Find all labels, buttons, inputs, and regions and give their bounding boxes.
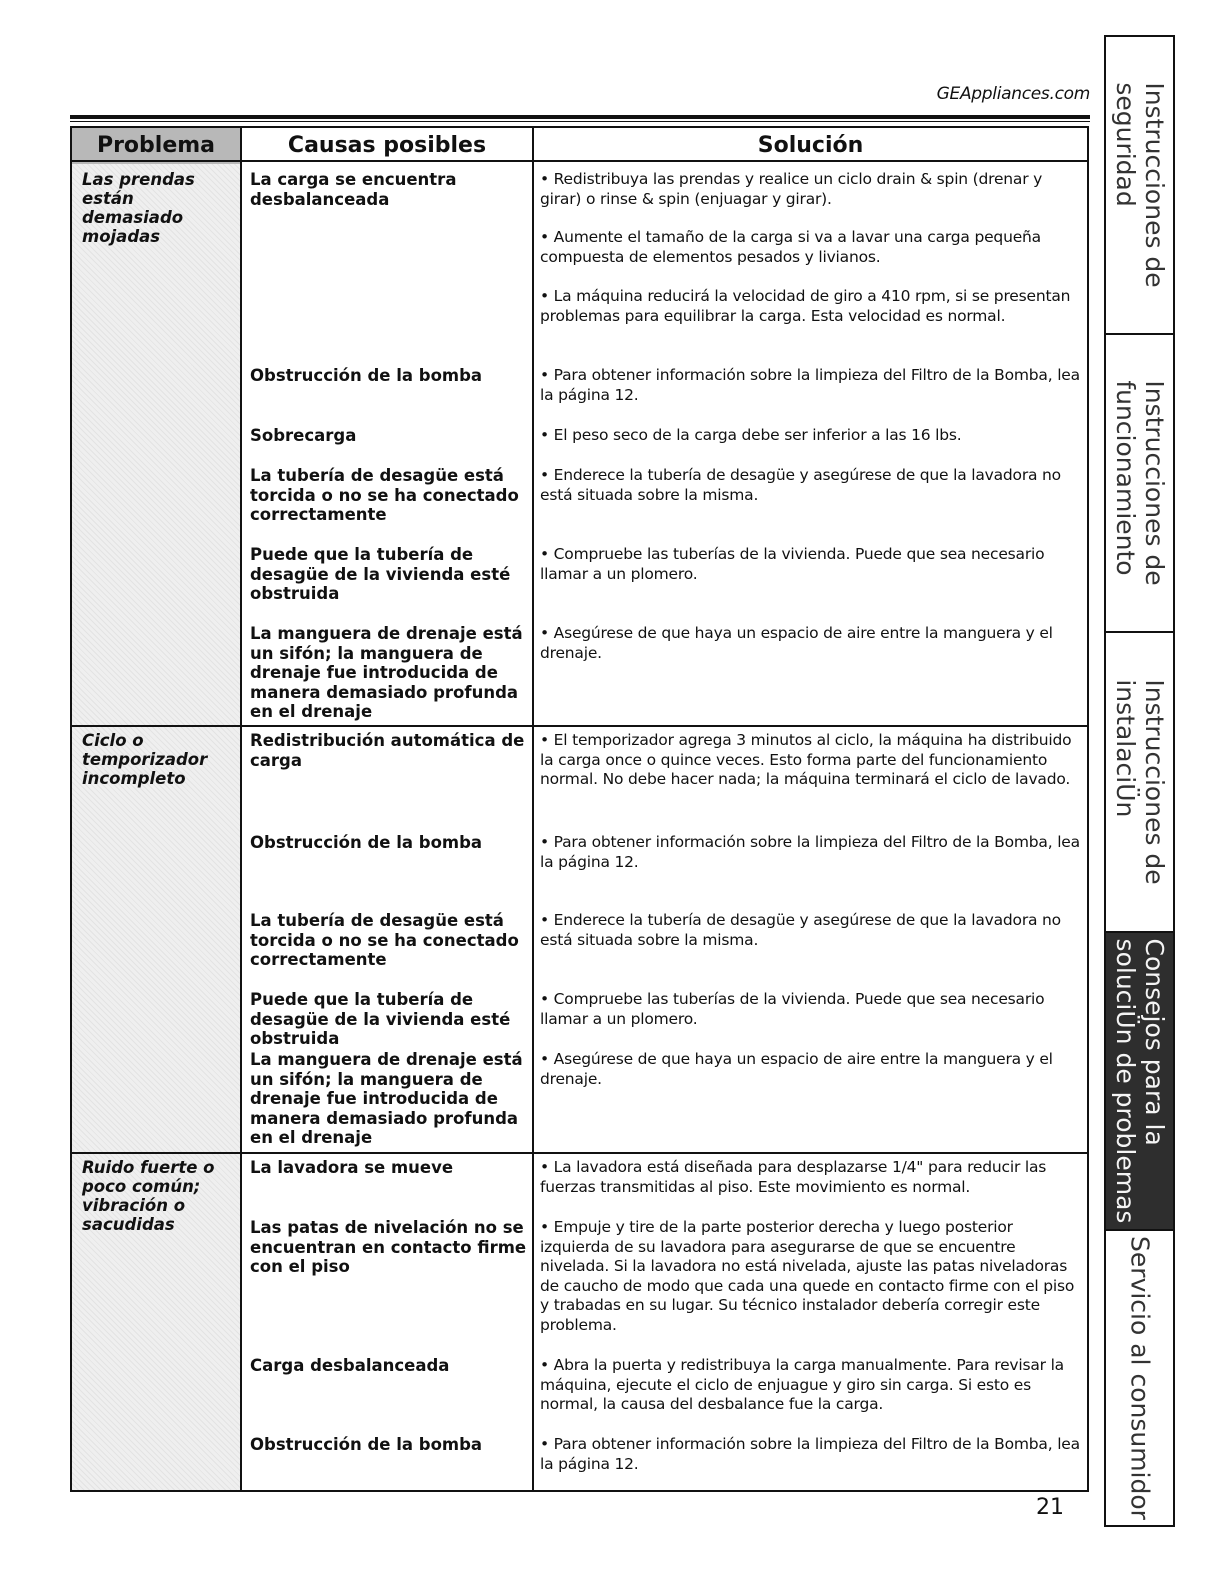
header-divider xyxy=(72,160,1087,162)
solution-text: • Enderece la tubería de desagüe y asegúrese de que la lavadora no está situada sobre la misma. xyxy=(540,911,1061,949)
problem-label: Las prendas están demasiado mojadas xyxy=(82,170,195,246)
section-tab[interactable] xyxy=(1106,633,1173,933)
header-solution: Solución xyxy=(757,133,864,158)
cause-label: La manguera de drenaje está un sifón; la manguera de drenaje fue introducida de manera demasiado profunda en el drenaje xyxy=(250,624,523,721)
cause-label: Redistribución automática de carga xyxy=(250,731,525,770)
problem-column-bg xyxy=(72,128,240,1490)
solution-text: • Compruebe las tuberías de la vivienda. Puede que sea necesario llamar a un plomero. xyxy=(540,990,1045,1028)
section-tab-label: Consejos para la soluciÜn de problemas xyxy=(1110,938,1169,1224)
section-tab[interactable] xyxy=(1106,933,1173,1231)
solution-text: • Redistribuya las prendas y realice un ciclo drain & spin (drenar y girar) o rinse & spin (enjuagar y girar). xyxy=(540,170,1043,208)
group-divider xyxy=(72,1152,1087,1154)
cause-label: Sobrecarga xyxy=(250,426,357,445)
cause-label: La tubería de desagüe está torcida o no se ha conectado correctamente xyxy=(250,911,519,969)
column-divider xyxy=(240,128,242,1490)
solution-text: • El peso seco de la carga debe ser inferior a las 16 lbs. xyxy=(540,426,962,444)
solution-text: • Para obtener información sobre la limpieza del Filtro de la Bomba, lea la página 12. xyxy=(540,366,1080,404)
section-tab-label: Instrucciones de funcionamiento xyxy=(1110,380,1169,586)
solution-text: • Enderece la tubería de desagüe y asegúrese de que la lavadora no está situada sobre la misma. xyxy=(540,466,1061,504)
solution-text: • Abra la puerta y redistribuya la carga manualmente. Para revisar la máquina, ejecute el ciclo de enjuague y giro sin carga. Si esto es normal, la causa del desbalance fue la carga. xyxy=(540,1356,1064,1413)
cause-label: La tubería de desagüe está torcida o no se ha conectado correctamente xyxy=(250,466,519,524)
troubleshooting-table xyxy=(70,126,1089,1492)
cause-label: La manguera de drenaje está un sifón; la manguera de drenaje fue introducida de manera demasiado profunda en el drenaje xyxy=(250,1050,523,1147)
solution-text: • Asegúrese de que haya un espacio de aire entre la manguera y el drenaje. xyxy=(540,624,1053,662)
solution-text: • Para obtener información sobre la limpieza del Filtro de la Bomba, lea la página 12. xyxy=(540,833,1080,871)
solution-text: • La máquina reducirá la velocidad de giro a 410 rpm, si se presentan problemas para equilibrar la carga. Esta velocidad es normal. xyxy=(540,287,1071,325)
solution-text: • Asegúrese de que haya un espacio de aire entre la manguera y el drenaje. xyxy=(540,1050,1053,1088)
section-tab[interactable] xyxy=(1106,1231,1173,1525)
solution-text: • Empuje y tire de la parte posterior derecha y luego posterior izquierda de su lavadora para asegurarse de que se encuentre nivelada. Si la lavadora no está nivelada, ajuste las patas niveladoras de caucho de modo que cada una quede en contacto firme con el piso y trabadas en su lugar. Su técnico instalador debería corregir este problema. xyxy=(540,1218,1075,1334)
cause-label: Las patas de nivelación no se encuentran en contacto firme con el piso xyxy=(250,1218,527,1276)
header-rule-thin xyxy=(70,121,1090,122)
cause-label: Carga desbalanceada xyxy=(250,1356,450,1375)
section-tab[interactable] xyxy=(1106,37,1173,335)
column-divider xyxy=(532,128,534,1490)
group-divider xyxy=(72,725,1087,727)
cause-label: La carga se encuentra desbalanceada xyxy=(250,170,457,209)
section-tab[interactable] xyxy=(1106,335,1173,633)
cause-label: Puede que la tubería de desagüe de la vivienda esté obstruida xyxy=(250,545,511,603)
solution-text: • Para obtener información sobre la limpieza del Filtro de la Bomba, lea la página 12. xyxy=(540,1435,1080,1473)
section-tabs xyxy=(1104,35,1175,1527)
solution-text: • La lavadora está diseñada para desplazarse 1/4" para reducir las fuerzas transmitidas al piso. Este movimiento es normal. xyxy=(540,1158,1047,1196)
header-rule xyxy=(70,115,1090,119)
section-tab-label: Instrucciones de instalaciÜn xyxy=(1110,679,1169,885)
page-number: 21 xyxy=(1036,1495,1064,1520)
solution-text: • Compruebe las tuberías de la vivienda. Puede que sea necesario llamar a un plomero. xyxy=(540,545,1045,583)
solution-text: • Aumente el tamaño de la carga si va a lavar una carga pequeña compuesta de elementos pesados y livianos. xyxy=(540,228,1041,266)
cause-label: Obstrucción de la bomba xyxy=(250,366,483,385)
problem-label: Ciclo o temporizador incompleto xyxy=(82,731,208,788)
cause-label: Obstrucción de la bomba xyxy=(250,833,483,852)
section-tab-label: Servicio al consumidor xyxy=(1125,1236,1154,1520)
site-url: GEAppliances.com xyxy=(936,84,1090,104)
solution-text: • El temporizador agrega 3 minutos al ciclo, la máquina ha distribuido la carga once o quince veces. Esto forma parte del funcionamiento normal. No debe hacer nada; la máquina terminará el ciclo de lavado. xyxy=(540,731,1072,788)
cause-label: La lavadora se mueve xyxy=(250,1158,454,1177)
header-problem: Problema xyxy=(72,128,240,164)
problem-label: Ruido fuerte o poco común; vibración o sacudidas xyxy=(82,1158,215,1234)
cause-label: Obstrucción de la bomba xyxy=(250,1435,483,1454)
header-causes: Causas posibles xyxy=(287,133,487,158)
cause-label: Puede que la tubería de desagüe de la vivienda esté obstruida xyxy=(250,990,511,1048)
section-tab-label: Instrucciones de seguridad xyxy=(1110,82,1169,288)
